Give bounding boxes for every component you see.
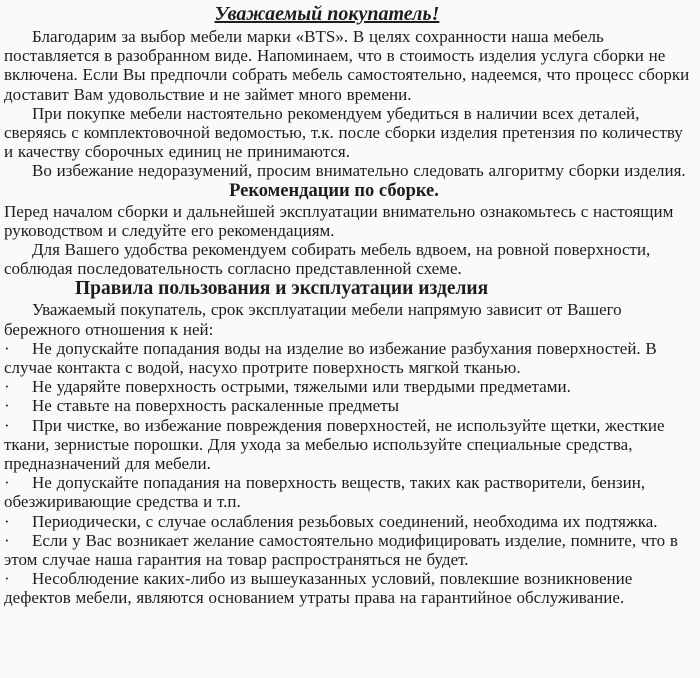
assembly-paragraph: Для Вашего удобства рекомендуем собирать мебель вдвоем, на ровной поверхности, соблюдая последовательность согласно представленной схеме. [4,240,651,279]
section-heading-assembly: Рекомендации по сборке. [229,180,439,201]
bullet-text: Не ставьте на поверхность раскаленные предметы [32,396,400,416]
assembly-paragraph: Перед началом сборки и дальнейшей эксплуатации внимательно ознакомьтесь с настоящим руководством и следуйте его рекомендациям. [4,201,674,240]
bullet-dot: · [4,338,10,358]
bullet-text: Периодически, с случае ослабления резьбовых соединений, необходима их подтяжка. [32,511,658,531]
rule-bullet-item [4,569,694,607]
bullet-dot: · [4,569,10,589]
rules-lead-paragraph: Уважаемый покупатель, срок эксплуатации мебели напрямую зависит от Вашего бережного отношения к ней: [4,300,622,339]
bullet-text: Если у Вас возникает желание самостоятельно модифицировать изделие, помните, что в этом случае наша гарантия на товар распространяться не будет. [4,530,678,570]
bullet-dot: · [4,415,10,435]
bullet-dot: · [4,396,10,416]
rule-bullet-item [4,473,694,511]
intro-paragraph: Во избежание недоразумений, просим внимательно следовать алгоритму сборки изделия. [32,161,686,181]
page-title: Уважаемый покупатель! [214,3,440,25]
bullet-text: Несоблюдение каких-либо из вышеуказанных условий, повлекшие возникновение дефектов мебели, являются основанием утраты права на гарантийное обслуживание. [4,569,633,608]
intro-paragraph: При покупке мебели настоятельно рекомендуем убедиться в наличии всех деталей, сверяясь с комплектовочной ведомостью, т.к. после сборки изделия претензия по количеству и качеству сборочных единиц не принимаются. [4,103,683,162]
rule-bullet-item [4,377,694,396]
bullet-dot: · [4,377,10,397]
rule-bullet-item [4,512,694,531]
section-heading-rules: Правила пользования и эксплуатации изделия [75,278,489,300]
rule-bullet-item [4,416,694,474]
rule-bullet-item [4,396,694,415]
rule-bullet-item [4,531,694,569]
bullet-dot: · [4,511,10,531]
rule-bullet-item [4,339,694,377]
intro-paragraph: Благодарим за выбор мебели марки «BTS». В целях сохранности наша мебель поставляется в разобранном виде. Напоминаем, что в стоимость изделия услуга сборки не включена. Если Вы предпочли собрать мебель самостоятельно, надеемся, что процесс сборки доставит Вам удовольствие и не займет много времени. [4,27,690,104]
bullet-dot: · [4,530,10,550]
bullet-text: Не ударяйте поверхность острыми, тяжелыми или твердыми предметами. [32,377,571,397]
bullet-dot: · [4,473,10,493]
bullet-text: При чистке, во избежание повреждения поверхностей, не используйте щетки, жесткие ткани, зернистые порошки. Для ухода за мебелью используйте специальные средства, предназначений для мебели. [4,415,665,474]
bullet-text: Не допускайте попадания воды на изделие во избежание разбухания поверхностей. В случае контакта с водой, насухо протрите поверхность мягкой тканью. [4,338,657,378]
bullet-text: Не допускайте попадания на поверхность веществ, таких как растворители, бензин, обезжиривающие средства и т.п. [4,473,646,512]
